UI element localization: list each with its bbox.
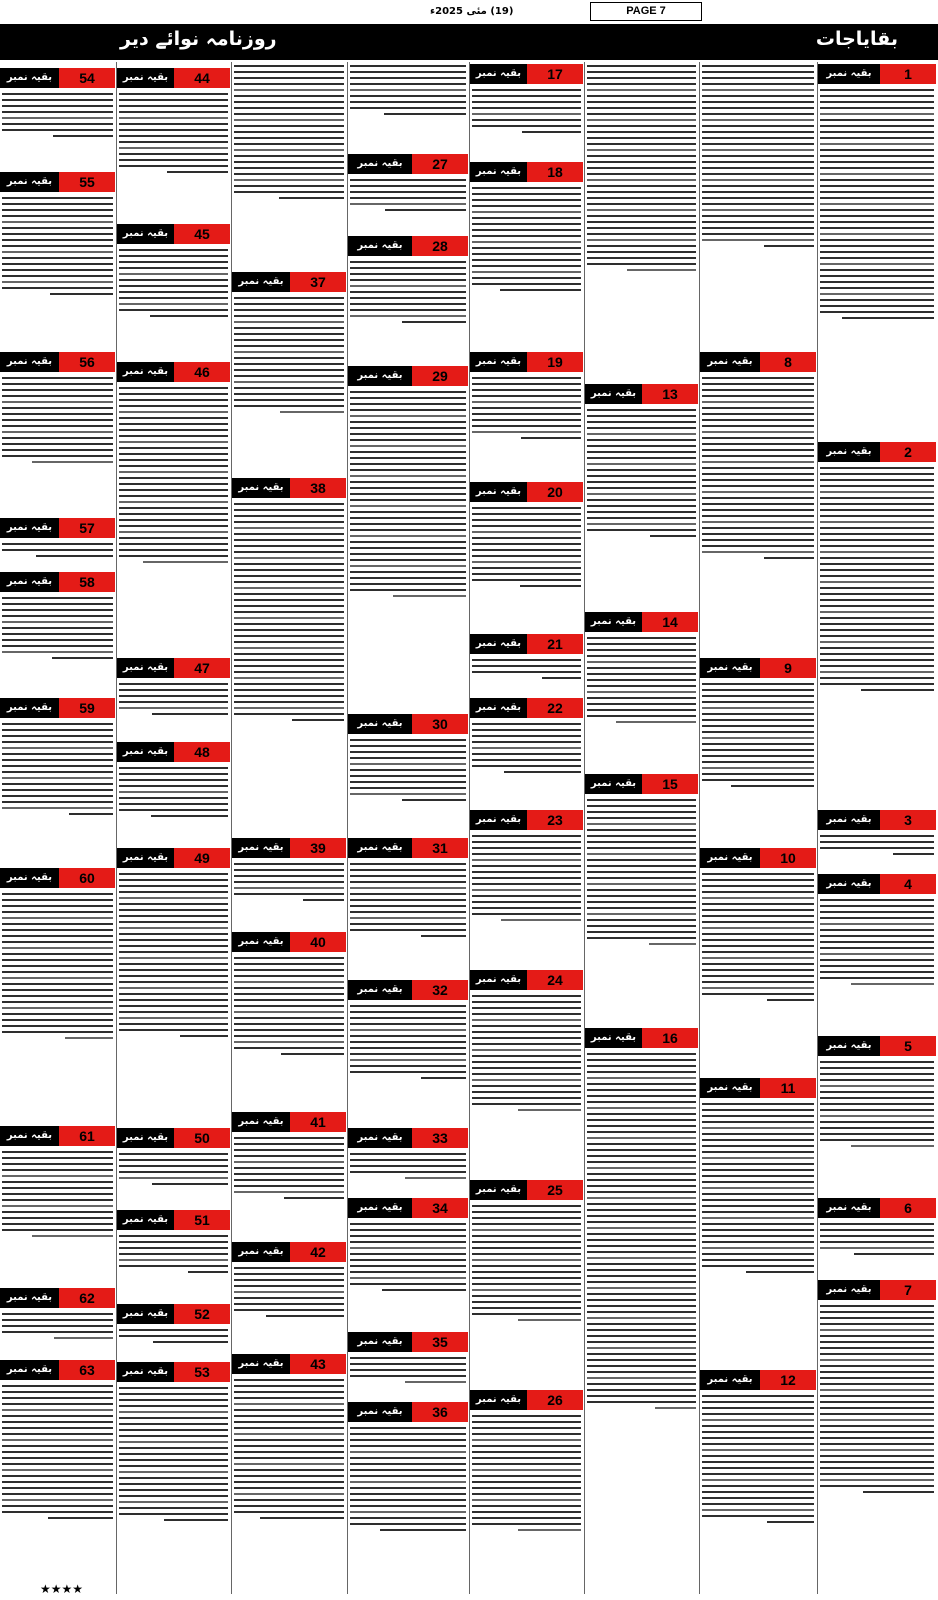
continuation-number: 60	[59, 868, 115, 888]
continuation-header	[818, 1036, 936, 1056]
continuation-number: 15	[642, 774, 698, 794]
paper-title: روزنامہ نوائے دیر	[120, 28, 277, 50]
column-rule	[584, 62, 585, 1594]
continuation-label: بقیہ نمبر	[122, 228, 169, 239]
column-rule	[347, 62, 348, 1594]
story-text	[350, 176, 466, 233]
continuation-number: 16	[642, 1028, 698, 1048]
story-text	[119, 384, 228, 655]
continuation-label: بقیہ نمبر	[826, 68, 872, 79]
story-text	[350, 860, 466, 977]
continuation-label: بقیہ نمبر	[357, 1406, 403, 1417]
continuation-header	[818, 1280, 936, 1300]
story-text	[2, 890, 113, 1123]
continuation-header	[470, 634, 583, 654]
story-text	[472, 720, 581, 807]
continuation-number: 26	[527, 1390, 583, 1410]
continuation-header	[0, 572, 115, 592]
continuation-number: 62	[59, 1288, 115, 1308]
continuation-label: بقیہ نمبر	[357, 1336, 403, 1347]
story-text	[702, 870, 814, 1075]
text-column	[818, 62, 936, 1594]
continuation-header	[232, 932, 346, 952]
continuation-number: 12	[760, 1370, 816, 1390]
continuation-number: 49	[174, 848, 230, 868]
story-text	[820, 1302, 934, 1594]
continuation-number: 59	[59, 698, 115, 718]
continuation-number: 33	[412, 1128, 468, 1148]
story-text	[350, 258, 466, 363]
continuation-label: بقیہ نمبر	[238, 1246, 284, 1257]
continuation-header	[348, 1128, 468, 1148]
story-text	[472, 86, 581, 159]
story-text	[234, 294, 344, 475]
continuation-label: بقیہ نمبر	[590, 1032, 637, 1043]
continuation-header	[0, 868, 115, 888]
continuation-number: 61	[59, 1126, 115, 1146]
continuation-label: بقیہ نمبر	[238, 936, 284, 947]
continuation-number: 55	[59, 172, 115, 192]
continuation-header	[470, 162, 583, 182]
continuation-header	[232, 1112, 346, 1132]
continuation-header	[348, 366, 468, 386]
continuation-label: بقیہ نمبر	[6, 356, 53, 367]
continuation-label: بقیہ نمبر	[475, 166, 522, 177]
story-text	[119, 680, 228, 739]
story-text	[472, 1412, 581, 1594]
story-text	[2, 62, 113, 65]
continuation-header	[232, 272, 346, 292]
continuation-label: بقیہ نمبر	[6, 1364, 53, 1375]
continuation-header	[700, 848, 816, 868]
continuation-number: 45	[174, 224, 230, 244]
story-text	[820, 896, 934, 1033]
story-text	[350, 388, 466, 711]
story-text	[119, 870, 228, 1125]
continuation-number: 24	[527, 970, 583, 990]
continuation-header	[348, 154, 468, 174]
story-text	[350, 1220, 466, 1329]
continuation-number: 18	[527, 162, 583, 182]
continuation-label: بقیہ نمبر	[122, 746, 169, 757]
continuation-label: بقیہ نمبر	[590, 616, 637, 627]
masthead-bar	[0, 24, 938, 60]
continuation-label: بقیہ نمبر	[238, 276, 284, 287]
continuation-header	[470, 64, 583, 84]
story-text	[702, 62, 814, 349]
continuation-number: 48	[174, 742, 230, 762]
continuation-header	[117, 1362, 230, 1382]
continuation-number: 9	[760, 658, 816, 678]
continuation-header	[117, 1210, 230, 1230]
story-text	[472, 992, 581, 1177]
continuation-label: بقیہ نمبر	[826, 446, 872, 457]
story-text	[350, 1424, 466, 1594]
story-text	[350, 736, 466, 835]
continuation-number: 50	[174, 1128, 230, 1148]
text-column	[585, 62, 698, 1594]
continuation-header	[470, 1390, 583, 1410]
continuation-number: 8	[760, 352, 816, 372]
continuation-number: 46	[174, 362, 230, 382]
continuation-header	[348, 714, 468, 734]
text-column	[470, 62, 583, 1594]
story-text	[119, 1326, 228, 1359]
continuation-label: بقیہ نمبر	[357, 240, 403, 251]
story-text	[472, 184, 581, 349]
continuation-label: بقیہ نمبر	[707, 1374, 753, 1385]
continuation-label: بقیہ نمبر	[238, 1116, 284, 1127]
story-text	[234, 1134, 344, 1239]
story-text	[350, 62, 466, 151]
continuation-header	[470, 810, 583, 830]
story-text	[350, 1354, 466, 1399]
story-text	[820, 832, 934, 871]
continuation-number: 39	[290, 838, 346, 858]
story-text	[350, 1150, 466, 1195]
story-text	[234, 954, 344, 1109]
story-text	[2, 720, 113, 865]
continuation-header	[700, 352, 816, 372]
continuation-header	[348, 1402, 468, 1422]
story-text	[472, 374, 581, 479]
continuation-label: بقیہ نمبر	[6, 576, 53, 587]
story-text	[702, 1100, 814, 1367]
continuation-header	[117, 658, 230, 678]
continuation-header	[470, 970, 583, 990]
continuation-label: بقیہ نمبر	[6, 176, 53, 187]
story-text	[234, 1264, 344, 1351]
continuation-number: 37	[290, 272, 346, 292]
continuation-label: بقیہ نمبر	[6, 72, 53, 83]
column-rule	[699, 62, 700, 1594]
continuation-header	[232, 478, 346, 498]
continuation-number: 7	[880, 1280, 936, 1300]
continuation-number: 58	[59, 572, 115, 592]
continuation-header	[348, 236, 468, 256]
continuation-header	[117, 848, 230, 868]
story-text	[587, 634, 696, 771]
continuation-header	[0, 352, 115, 372]
continuation-header	[585, 612, 698, 632]
continuation-number: 14	[642, 612, 698, 632]
page-number-box: PAGE 7	[590, 2, 702, 21]
column-rule	[116, 62, 117, 1594]
continuation-number: 2	[880, 442, 936, 462]
continuation-number: 52	[174, 1304, 230, 1324]
end-mark: ★★★★	[40, 1582, 84, 1596]
continuation-number: 6	[880, 1198, 936, 1218]
continuation-label: بقیہ نمبر	[6, 872, 53, 883]
story-text	[350, 1002, 466, 1125]
continuation-header	[818, 874, 936, 894]
story-text	[472, 832, 581, 967]
story-text	[119, 1232, 228, 1301]
continuation-label: بقیہ نمبر	[122, 1366, 169, 1377]
continuation-number: 1	[880, 64, 936, 84]
continuation-header	[585, 774, 698, 794]
story-text	[2, 194, 113, 349]
continuation-label: بقیہ نمبر	[6, 1292, 53, 1303]
continuation-header	[0, 1288, 115, 1308]
continuation-label: بقیہ نمبر	[122, 1132, 169, 1143]
continuation-number: 21	[527, 634, 583, 654]
continuation-label: بقیہ نمبر	[238, 842, 284, 853]
continuation-number: 54	[59, 68, 115, 88]
continuation-label: بقیہ نمبر	[122, 1308, 169, 1319]
continuation-label: بقیہ نمبر	[122, 852, 169, 863]
continuation-number: 51	[174, 1210, 230, 1230]
continuation-label: بقیہ نمبر	[238, 482, 284, 493]
continuation-label: بقیہ نمبر	[6, 522, 53, 533]
continuation-header	[470, 698, 583, 718]
continuation-header	[232, 1242, 346, 1262]
continuation-header	[818, 810, 936, 830]
continuation-label: بقیہ نمبر	[707, 1082, 753, 1093]
text-column	[0, 62, 115, 1594]
continuation-number: 57	[59, 518, 115, 538]
story-text	[702, 374, 814, 655]
continuation-header	[117, 362, 230, 382]
continuation-label: بقیہ نمبر	[122, 366, 169, 377]
continuation-header	[818, 442, 936, 462]
continuation-label: بقیہ نمبر	[707, 356, 753, 367]
continuation-number: 31	[412, 838, 468, 858]
continuation-header	[700, 1370, 816, 1390]
issue-date: (19) مئی 2025ء	[430, 6, 514, 17]
continuation-label: بقیہ نمبر	[357, 984, 403, 995]
continuation-label: بقیہ نمبر	[590, 388, 637, 399]
continuation-label: بقیہ نمبر	[475, 356, 522, 367]
continuation-number: 22	[527, 698, 583, 718]
story-text	[2, 1310, 113, 1357]
continuation-label: بقیہ نمبر	[357, 370, 403, 381]
continuation-label: بقیہ نمبر	[475, 638, 522, 649]
continuation-label: بقیہ نمبر	[826, 1040, 872, 1051]
story-text	[2, 540, 113, 569]
continuation-number: 5	[880, 1036, 936, 1056]
story-text	[820, 1220, 934, 1277]
column-rule	[817, 62, 818, 1594]
continuation-label: بقیہ نمبر	[707, 852, 753, 863]
story-text	[587, 796, 696, 1025]
continuation-number: 34	[412, 1198, 468, 1218]
column-rule	[231, 62, 232, 1594]
story-text	[2, 90, 113, 169]
continuation-header	[0, 1126, 115, 1146]
continuation-number: 19	[527, 352, 583, 372]
continuation-header	[0, 518, 115, 538]
continuation-label: بقیہ نمبر	[357, 1132, 403, 1143]
continuation-number: 32	[412, 980, 468, 1000]
continuation-label: بقیہ نمبر	[6, 1130, 53, 1141]
continuation-number: 17	[527, 64, 583, 84]
story-text	[702, 1392, 814, 1594]
continuation-number: 29	[412, 366, 468, 386]
continuation-label: بقیہ نمبر	[826, 1284, 872, 1295]
story-text	[587, 62, 696, 381]
continuation-label: بقیہ نمبر	[475, 814, 522, 825]
continuation-number: 28	[412, 236, 468, 256]
continuation-header	[117, 1304, 230, 1324]
continuation-label: بقیہ نمبر	[122, 72, 169, 83]
story-text	[119, 1384, 228, 1594]
continuation-header	[117, 742, 230, 762]
continuation-label: بقیہ نمبر	[357, 718, 403, 729]
story-text	[119, 90, 228, 221]
continuation-header	[0, 1360, 115, 1380]
story-text	[2, 594, 113, 695]
continuation-number: 25	[527, 1180, 583, 1200]
story-text	[472, 656, 581, 695]
column-rule	[469, 62, 470, 1594]
continuation-label: بقیہ نمبر	[122, 1214, 169, 1225]
story-text	[2, 374, 113, 515]
continuation-number: 44	[174, 68, 230, 88]
continuation-number: 27	[412, 154, 468, 174]
continuation-header	[0, 698, 115, 718]
continuation-number: 3	[880, 810, 936, 830]
story-text	[820, 1058, 934, 1195]
continuation-label: بقیہ نمبر	[357, 1202, 403, 1213]
continuation-number: 43	[290, 1354, 346, 1374]
continuation-header	[818, 1198, 936, 1218]
continuation-number: 35	[412, 1332, 468, 1352]
continuation-label: بقیہ نمبر	[122, 662, 169, 673]
continuation-header	[700, 658, 816, 678]
continuation-label: بقیہ نمبر	[475, 68, 522, 79]
continuation-label: بقیہ نمبر	[475, 1184, 522, 1195]
continuation-number: 4	[880, 874, 936, 894]
continuation-label: بقیہ نمبر	[590, 778, 637, 789]
continuation-number: 30	[412, 714, 468, 734]
continuation-label: بقیہ نمبر	[826, 814, 872, 825]
continuation-label: بقیہ نمبر	[357, 158, 403, 169]
story-text	[472, 504, 581, 631]
story-text	[472, 1202, 581, 1387]
continuation-number: 41	[290, 1112, 346, 1132]
continuation-label: بقیہ نمبر	[707, 662, 753, 673]
continuation-header	[700, 1078, 816, 1098]
continuation-label: بقیہ نمبر	[357, 842, 403, 853]
continuation-header	[585, 384, 698, 404]
continuation-header	[0, 68, 115, 88]
continuation-number: 13	[642, 384, 698, 404]
story-text	[119, 62, 228, 65]
story-text	[119, 764, 228, 845]
story-text	[119, 1150, 228, 1207]
continuation-label: بقیہ نمبر	[826, 1202, 872, 1213]
story-text	[234, 1376, 344, 1594]
continuation-number: 42	[290, 1242, 346, 1262]
story-text	[2, 1382, 113, 1594]
continuation-header	[348, 1198, 468, 1218]
story-text	[119, 246, 228, 359]
continuation-header	[348, 838, 468, 858]
continuation-label: بقیہ نمبر	[6, 702, 53, 713]
story-text	[234, 860, 344, 929]
story-text	[2, 1148, 113, 1285]
continuation-label: بقیہ نمبر	[475, 486, 522, 497]
continuation-header	[0, 172, 115, 192]
continuation-header	[348, 1332, 468, 1352]
continuation-number: 53	[174, 1362, 230, 1382]
text-column	[700, 62, 816, 1594]
continuation-number: 36	[412, 1402, 468, 1422]
continuation-number: 56	[59, 352, 115, 372]
continuation-header	[818, 64, 936, 84]
continuation-label: بقیہ نمبر	[475, 974, 522, 985]
section-title: بقایاجات	[815, 28, 898, 50]
continuation-header	[348, 980, 468, 1000]
continuation-label: بقیہ نمبر	[475, 1394, 522, 1405]
story-text	[702, 680, 814, 845]
continuation-label: بقیہ نمبر	[238, 1358, 284, 1369]
continuation-header	[470, 352, 583, 372]
continuation-number: 11	[760, 1078, 816, 1098]
text-column	[348, 62, 468, 1594]
story-text	[820, 464, 934, 807]
story-text	[587, 406, 696, 609]
continuation-number: 40	[290, 932, 346, 952]
story-text	[234, 62, 344, 269]
continuation-header	[232, 838, 346, 858]
continuation-header	[232, 1354, 346, 1374]
continuation-header	[470, 482, 583, 502]
continuation-header	[117, 224, 230, 244]
text-column	[117, 62, 230, 1594]
continuation-number: 23	[527, 810, 583, 830]
story-text	[234, 500, 344, 835]
continuation-number: 47	[174, 658, 230, 678]
continuation-header	[117, 68, 230, 88]
continuation-header	[585, 1028, 698, 1048]
continuation-number: 10	[760, 848, 816, 868]
continuation-number: 63	[59, 1360, 115, 1380]
text-column	[232, 62, 346, 1594]
story-text	[587, 1050, 696, 1594]
continuation-label: بقیہ نمبر	[826, 878, 872, 889]
story-text	[820, 86, 934, 439]
continuation-header	[117, 1128, 230, 1148]
continuation-number: 20	[527, 482, 583, 502]
continuation-header	[470, 1180, 583, 1200]
continuation-label: بقیہ نمبر	[475, 702, 522, 713]
continuation-number: 38	[290, 478, 346, 498]
